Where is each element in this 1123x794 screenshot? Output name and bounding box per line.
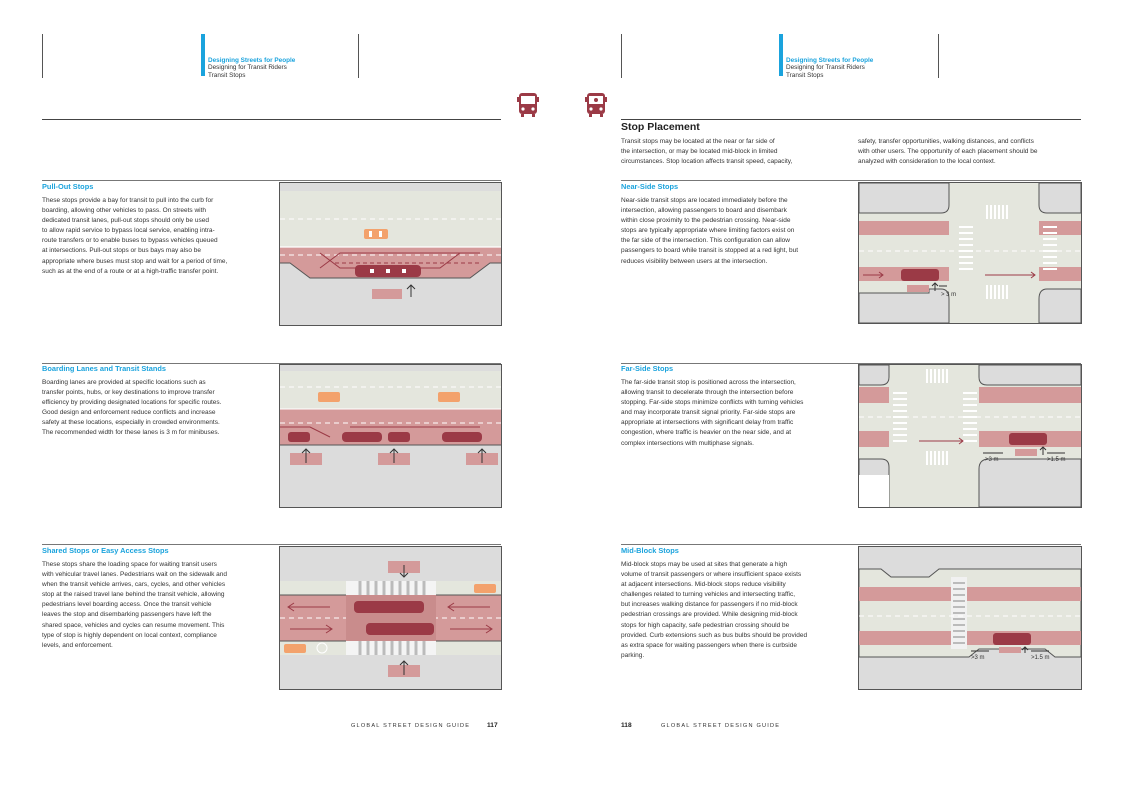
text-line: at adjacent intersections. Mid-block stops reduce visibility	[621, 581, 786, 589]
section-title-mid-block: Mid-Block Stops	[621, 546, 679, 555]
boarding-area	[999, 647, 1021, 653]
text-line: The recommended width for these lanes is 3 m for minibuses.	[42, 429, 220, 437]
breadcrumb-chapter: Designing for Transit Riders	[786, 64, 865, 72]
text-line: to allow rapid service to bypass local service, enabling intra-	[42, 227, 215, 235]
section-title-pull-out: Pull-Out Stops	[42, 182, 94, 191]
text-line: volume of transit passengers or where insufficient space exists	[621, 571, 802, 579]
header-divider	[42, 34, 43, 78]
diagram-near-side-stop	[858, 182, 1082, 324]
diagram-boarding-lanes	[279, 364, 502, 508]
diagram-shared-stop	[279, 546, 502, 690]
text-line: safety at these locations, especially in crowded environments.	[42, 419, 220, 427]
page-number: 117	[487, 722, 498, 729]
section-title-boarding-lanes: Boarding Lanes and Transit Stands	[42, 364, 167, 373]
text-line: pedestrian crossings are provided. While designing mid-block	[621, 611, 798, 619]
bus-icon	[366, 623, 434, 635]
text-line: analyzed with consideration to the local context.	[858, 158, 996, 166]
text-line: efficiency by providing designated locations for specific routes.	[42, 399, 222, 407]
header-divider	[358, 34, 359, 78]
text-line: challenges related to turning vehicles and intersecting traffic,	[621, 591, 796, 599]
text-line: with other users. The opportunity of each placement should be	[858, 148, 1038, 156]
text-line: These stops share the loading space for waiting transit users	[42, 561, 217, 568]
text-line: Transit stops may be located at the near or far side of	[621, 138, 775, 145]
text-line: complex intersections with multiphase signals.	[621, 439, 754, 447]
diagram-mid-block-stop	[858, 546, 1082, 690]
text-line: the intersection, or may be located mid-block in limited	[621, 148, 778, 156]
bus-icon	[388, 432, 410, 442]
text-line: Near-side transit stops are located immediately before the	[621, 197, 788, 204]
diagram-far-side-stop	[858, 364, 1082, 508]
car-icon	[318, 392, 340, 402]
text-line: intersection, allowing passengers to board and disembark	[621, 207, 787, 215]
diagram-pull-out-stop	[279, 182, 502, 326]
header-divider	[621, 34, 622, 78]
section-body-boarding-lanes	[42, 378, 221, 439]
text-line: levels, and enforcement.	[42, 641, 113, 649]
text-line: as extra space for waiting passengers when there is curbside	[621, 641, 797, 649]
section-rule	[621, 544, 1081, 545]
top-rule	[42, 119, 501, 120]
intro-col2	[858, 137, 1037, 167]
section-body-pull-out	[42, 196, 227, 277]
bus-icon	[288, 432, 310, 442]
text-line: provided. Curb extensions such as bus bulbs should be provided	[621, 631, 808, 639]
breadcrumb-section: Designing Streets for People	[786, 57, 874, 64]
text-line: dedicated transit lanes, pull-out stops should only be used	[42, 217, 209, 225]
bus-icon	[993, 633, 1031, 645]
text-line: congestion, where traffic is heavier on the near side, and at	[621, 429, 792, 437]
car-icon	[474, 584, 496, 593]
dimension-label: >3 m	[971, 655, 985, 661]
section-body-near-side	[621, 196, 798, 267]
text-line: stops for high capacity, safe pedestrian crossing should be	[621, 621, 790, 629]
text-line: such as at the end of a route or at a high-traffic transfer point.	[42, 267, 219, 275]
text-line: and may incorporate transit signal priority. Far-side stops are	[621, 409, 796, 417]
footer-title: GLOBAL STREET DESIGN GUIDE	[351, 723, 471, 729]
text-line: parking.	[621, 651, 645, 659]
text-line: stops are typically appropriate where limiting factors exist on	[621, 227, 795, 235]
header-accent-bar	[779, 34, 783, 76]
text-line: at intersections. Pull-out stops or bus bays may also be	[42, 247, 201, 255]
text-line: when the transit vehicle arrives, cars, cycles, and other vehicles	[42, 581, 226, 589]
text-line: pedestrians level boarding access. Once the transit vehicle	[42, 601, 212, 609]
section-rule	[621, 180, 1081, 181]
boarding-area	[907, 285, 929, 292]
bus-icon	[442, 432, 482, 442]
section-rule	[42, 544, 501, 545]
boarding-area	[1015, 449, 1037, 456]
bus-icon	[901, 269, 939, 281]
bus-front-icon	[584, 92, 608, 118]
text-line: Mid-block stops may be used at sites that generate a high	[621, 561, 788, 568]
car-icon	[438, 392, 460, 402]
footer-title: GLOBAL STREET DESIGN GUIDE	[661, 723, 781, 729]
bus-front-icon	[516, 92, 540, 118]
text-line: the far side of the intersection. This configuration can allow	[621, 237, 790, 245]
dimension-label: > 3 m	[941, 292, 957, 298]
page-number: 118	[621, 722, 632, 729]
top-rule	[621, 119, 1081, 120]
header-breadcrumb-right	[786, 57, 873, 79]
text-line: The far-side transit stop is positioned across the intersection,	[621, 379, 796, 386]
section-body-far-side	[621, 378, 803, 449]
breadcrumb-topic: Transit Stops	[786, 71, 824, 79]
text-line: route transfers or to enable buses to bypass vehicles queued	[42, 237, 218, 245]
boarding-area	[372, 289, 402, 299]
text-line: but increases walking distance for passengers if no mid-block	[621, 601, 798, 609]
text-line: passengers to board while transit is stopped at a red light, but	[621, 247, 799, 255]
bus-icon	[1009, 433, 1047, 445]
text-line: allowing transit to decelerate through the intersection before	[621, 389, 794, 397]
breadcrumb-topic: Transit Stops	[208, 71, 246, 79]
header-breadcrumb-left	[208, 57, 295, 79]
text-line: stopping. Far-side stops minimize conflicts with turning vehicles	[621, 399, 804, 407]
section-title-near-side: Near-Side Stops	[621, 182, 679, 191]
text-line: within close proximity to the pedestrian crossing. Near-side	[621, 217, 791, 225]
section-title-shared-stops: Shared Stops or Easy Access Stops	[42, 546, 169, 555]
text-line: Boarding lanes are provided at specific locations such as	[42, 379, 206, 386]
text-line: shared space, vehicles and cycles can resume movement. This	[42, 621, 225, 629]
text-line: reduces visibility between users at the intersection.	[621, 257, 768, 265]
breadcrumb-section: Designing Streets for People	[208, 57, 296, 64]
dimension-label: >3 m	[985, 457, 999, 463]
text-line: leaves the stop and disembarking passengers have left the	[42, 611, 212, 619]
header-divider	[938, 34, 939, 78]
section-title-far-side: Far-Side Stops	[621, 364, 674, 373]
text-line: transfer points, hubs, or key destinations to improve transfer	[42, 389, 215, 397]
text-line: appropriate where buses must stop and wait for a period of time,	[42, 257, 228, 265]
car-icon	[284, 644, 306, 653]
bus-icon	[354, 601, 424, 613]
text-line: circumstances. Stop location affects transit speed, capacity,	[621, 158, 793, 166]
text-line: safety, transfer opportunities, walking distances, and conflicts	[858, 138, 1034, 145]
section-body-shared-stops	[42, 560, 227, 651]
text-line: appropriate at intersections with significant delay from traffic	[621, 419, 794, 427]
text-line: with vehicular travel lanes. Pedestrians wait on the sidewalk and	[42, 571, 227, 579]
page-title: Stop Placement	[621, 121, 700, 133]
breadcrumb-chapter: Designing for Transit Riders	[208, 64, 287, 72]
text-line: Good design and enforcement reduce conflicts and increase	[42, 409, 216, 417]
dimension-label: >1.5 m	[1047, 457, 1066, 463]
bus-icon	[342, 432, 382, 442]
section-body-mid-block	[621, 560, 807, 661]
intro-col1	[621, 137, 792, 167]
text-line: boarding, allowing other vehicles to pass. On streets with	[42, 207, 207, 215]
dimension-label: >1.5 m	[1031, 655, 1050, 661]
text-line: These stops provide a bay for transit to pull into the curb for	[42, 197, 214, 204]
text-line: stop at the raised travel lane behind the transit vehicle, allowing	[42, 591, 225, 599]
text-line: type of stop is highly dependent on local context, compliance	[42, 631, 217, 639]
car-icon	[364, 229, 388, 239]
header-accent-bar	[201, 34, 205, 76]
section-rule	[42, 180, 501, 181]
